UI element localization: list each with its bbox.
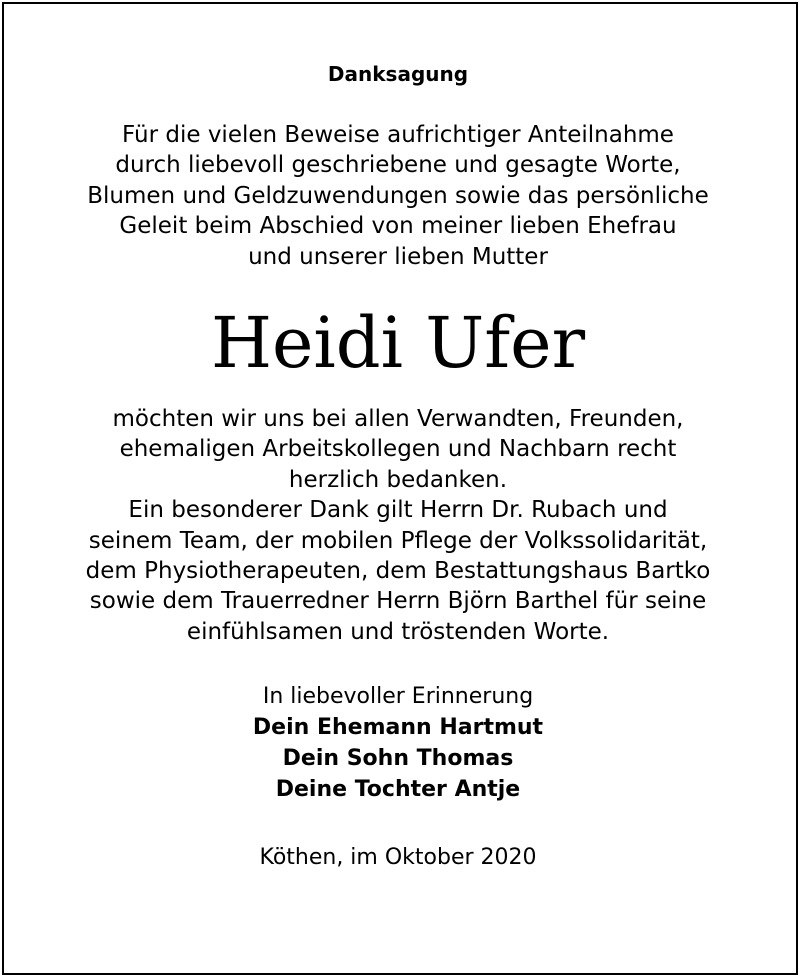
intro-line: Blumen und Geldzuwendungen sowie das persönliche — [87, 182, 709, 209]
thanks-line: möchten wir uns bei allen Verwandten, Freunden, — [112, 406, 684, 433]
signer-name: Dein Ehemann Hartmut — [252, 715, 544, 741]
thanks-line: einfühlsamen und tröstenden Worte. — [186, 618, 610, 645]
closing-text: In liebevoller Erinnerung — [262, 684, 534, 710]
thanks-line: sowie dem Trauerredner Herrn Björn Barthel für seine — [89, 588, 707, 615]
intro-line: Geleit beim Abschied von meiner lieben Ehefrau — [119, 213, 677, 240]
signer-name: Deine Tochter Antje — [275, 777, 521, 803]
intro-paragraph — [0, 120, 796, 272]
intro-line: und unserer lieben Mutter — [248, 243, 548, 270]
thanks-line: Ein besonderer Dank gilt Herrn Dr. Rubach und — [128, 497, 668, 524]
thanks-line: seinem Team, der mobilen Pflege der Volkssolidarität, — [88, 527, 708, 554]
intro-line: durch liebevoll geschriebene und gesagte Worte, — [115, 152, 681, 179]
deceased-name: Heidi Ufer — [210, 302, 586, 385]
intro-line: Für die vielen Beweise aufrichtiger Anteilnahme — [122, 122, 674, 148]
thanks-line: herzlich bedanken. — [288, 466, 508, 493]
thanks-line: dem Physiotherapeuten, dem Bestattungshaus Bartko — [85, 558, 711, 585]
thanks-paragraph — [0, 404, 796, 647]
signature-block — [0, 681, 796, 805]
thanks-line: ehemaligen Arbeitskollegen und Nachbarn recht — [119, 436, 677, 463]
notice-heading: Danksagung — [327, 62, 469, 86]
place-date: Köthen, im Oktober 2020 — [259, 845, 537, 871]
signer-name: Dein Sohn Thomas — [282, 746, 514, 772]
